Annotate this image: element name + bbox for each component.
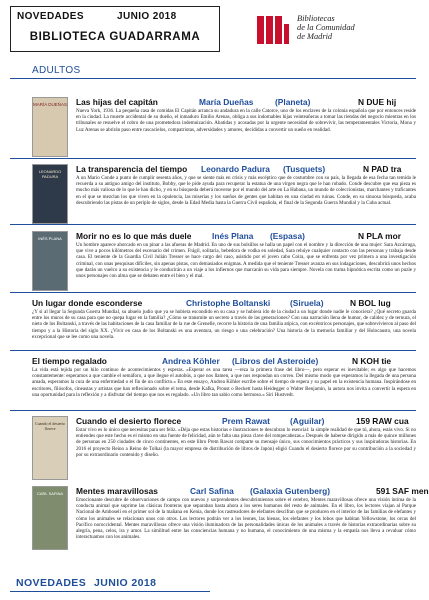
book-synopsis: La vida está tejida por un hilo continuo de acontecimientos y esperas. «Esperar es una tarea —reza la primera frase del libro—, pero esperar es inevitable; es algo que hacemos constantemente: esperamos a que cambie el semáforo, a que llegue el autobús, a que nos llamen, a que nos respondan un correo. Del mismo modo que esperamos la llegada de una persona amada, esperamos la cura de una enfermedad o el fin de un conflicto.» En este ensayo, Andrea Köhler escribe sobre el tiempo de espera y su papel en la existencia humana. Inspirándose en escritores, filósofos, cineastas y artistas que han reflexionado sobre el tema, desde Kafka, Proust o Beckett hasta Heidegger o Walter Benjamin, la autora nos invita a convertir la espera en una oportunidad para la reflexión y a disfrutar del tiempo que nos es regalado. «Un libro tan sabio como hermoso.» Siri Hustvedt.: [32, 367, 416, 398]
book-entry: [10, 298, 416, 350]
book-author: Andrea Köhler: [162, 356, 220, 366]
library-logo: [257, 14, 417, 50]
book-publisher: (Aguilar): [290, 416, 325, 426]
book-synopsis: Un hombre aparece ahorcado en un pinar a las afueras de Madrid. En uno de sus bolsillos se halla un papel con el nombre y la dirección de una mujer: Sara Azcárraga, que vive a pocos kilómetros del escenario del crimen. Frágil, solitaria, bebedora de vodka en soledad, Sara rehúye cualquier contacto con las personas y trabaja desde casa. El teniente de la Guardia Civil Julián Tresser se hace cargo del caso, asistido por el joven cabo Coira, que se enfrenta por vez primera a una investigación criminal, con unas pesquisas difíciles, sin apenas pistas, con demasiados enigmas. A medida que el teniente Tresser avanza en sus indagaciones, descubrirá unos hechos que darán un vuelco a su existencia y le conducirán a un viaje a los infiernos que marcarán su vida para siempre. Novela con trama hipnótica escrita como un puzle y unos personajes con alma que se debaten entre el bien y el mal.: [76, 242, 416, 280]
book-author: Prem Rawat: [222, 416, 270, 426]
book-signature: 591 SAF men: [376, 486, 429, 496]
book-publisher: (Espasa): [270, 231, 305, 241]
entry-divider: [10, 158, 416, 159]
book-cover: MARÍA DUEÑAS: [32, 97, 68, 157]
book-title: Morir no es lo que más duele: [76, 231, 192, 241]
book-title: La transparencia del tiempo: [76, 164, 188, 174]
book-title: Un lugar donde esconderse: [32, 298, 143, 308]
book-author: Leonardo Padura: [201, 164, 270, 174]
book-synopsis: ¿Y si al llegar la Segunda Guerra Mundial, su abuelo judío que ya se hubiera escondido en su casa y se hubiera ido de la ciudad a un lugar donde nadie le conociera? ¿Qué secreto guarda entre los muros de su casa para que no quepa lugar en la familia? ¿Cómo se transmite un secreto a través de las generaciones? Con una narración llena de humor, de calidez y de ternura, el nieto de los Boltanski, a través de las habitaciones de la casa familiar de la rue de Grenelle, recorre la historia de una familia atípica, con excéntricos personajes, que sobrevivieron al paso del tiempo y a la Historia del siglo XX. ¿Vivir en casa de los Boltanski es una aventura, un riesgo o una celebración? Una historia de la memoria familiar y del Holocausto, una novela excepcional que se lee como una novela.: [32, 309, 416, 340]
footer-divider: [10, 591, 210, 592]
section-title: ADULTOS: [32, 65, 81, 76]
book-signature: N KOH tie: [352, 356, 392, 366]
header-library-name: BIBLIOTECA GUADARRAMA: [29, 31, 201, 43]
entry-divider: [10, 350, 416, 351]
book-publisher: (Tusquets): [283, 164, 326, 174]
book-author: Christophe Boltanski: [186, 298, 271, 308]
book-synopsis: A un Mario Conde a punto de cumplir sesenta años, y que se siente más en crisis y más escéptico que de costumbre con su país, la llegada de esa fecha tan temida le recuerda a su antiguo amigo del instituto, Bobby, que le pide ayuda para recuperar la estatua de una virgen negra que le han robado. Conde descubre que esa pieza es mucho más valiosa de lo que le han dicho, y en su búsqueda deberá moverse por el mundo del arte en La Habana, un mundo de coleccionistas, marchantes y traficantes en el que se mezclan los que viven en la opulencia, las miserias y los sueños de gentes que habitan en una ciudad en ruinas. Conde, en su sinuosa búsqueda, acaba descubriendo las pistas de un periplo de siglos, desde la Edad Media hasta la Guerra Civil española, el final de la Segunda Guerra Mundial y la Cuba actual.: [76, 175, 416, 206]
book-publisher: (Galaxia Gutenberg): [250, 486, 331, 496]
header-top-row: [17, 11, 177, 22]
book-title: Las hijas del capitán: [76, 97, 158, 107]
book-cover: INÉS PLANA: [32, 231, 68, 291]
book-signature: 159 RAW cua: [356, 416, 409, 426]
header-box: [10, 6, 220, 52]
book-title: Mentes maravillosas: [76, 486, 158, 496]
book-synopsis: Nueva York, 1936. La pequeña casa de comidas El Capitán arranca su andadura en la calle Catorce, uno de los enclaves de la colonia española que por entonces reside en la ciudad. La muerte accidental de su dueño, el inmaduro Emilio Arenas, obliga a sus indomables hijas veinteañeras a tomar las riendas del negocio mientras en los tribunales se resuelve el cobro de una prometedora indemnización. Abatidas y acosadas por la urgente necesidad de sobrevivir, las temperamentales Victoria, Mona y Luz Arenas se abrirán paso entre rascacielos, compatriotas, adversidades y amores, decididas a convertir un sueño en realidad.: [76, 108, 416, 133]
book-cover: CARL SAFINA: [32, 486, 68, 550]
book-cover: Cuando el desierto florece: [32, 416, 68, 480]
book-title: Cuando el desierto florece: [76, 416, 182, 426]
book-entry: [10, 356, 416, 408]
header-novedades: NOVEDADES: [17, 11, 84, 22]
book-synopsis: Estar vivo es lo único que necesitas para ser feliz. «Déja que estas historias e ilustraciones te descubran lo esencial: la simple realidad de que tú, ahora, estás vivo. Si no entiendes que este hecho es el mismo en una fuente de felicidad, aún te falta una pieza clave del rompecabezas.» Después de haberse dirigido a más de quince millones de personas en 250 ciudades de cinco continentes, en este libro Prem Rawat comparte su mensaje único, sus conocimientos prácticos y sus inspiradoras historias. En 2016 el proyecto Reino a Reino de Tolkai (la mayor empresa de distribución de libros de Japón) eligió Cuando el desierto florece por su contribución a la sociedad y por su extraordinario contenido y diseño.: [76, 427, 416, 458]
footer-month: JUNIO 2018: [94, 577, 157, 589]
logo-text: Bibliotecas de la Comunidad de Madrid: [297, 14, 355, 42]
header-month: JUNIO 2018: [117, 11, 177, 22]
entry-divider: [10, 292, 416, 293]
book-cover: LEONARDO PADURA: [32, 164, 68, 224]
book-title: El tiempo regalado: [32, 356, 107, 366]
book-entry: [10, 97, 416, 157]
logo-mark-icon: [257, 16, 291, 46]
book-publisher: (Siruela): [290, 298, 324, 308]
book-author: Inés Plana: [212, 231, 254, 241]
entry-divider: [10, 410, 416, 411]
book-synopsis: Emocionante descubre de observaciones de campo con nuevos y sorprendentes descubrimientos sobre el cerebro, Mentes maravillosas ofrece una visión íntima de la conducta animal que suprime las clásicas fronteras que separaban hasta ahora a los seres humanos del resto de animales. En el libro, los lectores viajan al Parque Nacional de Amboseli en el primer sol de la mañana en Kenia, donde los rastreadores de elefantes descifran que se producen en el interior de las familias de elefantes y cómo los animales se relacionan unos con otros. Los lectores podrán ver a los leones, las hienas, los elefantes y los lobos que habitan Yellowstone, los orcas del Pacífico noroccidental. Mentes maravillosas ofrece una visión iluminadora de las personalidades únicas de los animales a través de historias extraordinarias sobre su alegría, pena, celos, ira y amor. La similitud entre las consciencias humana y no humana, el conocimiento de una misma y la empatía nos lleva a revaluar cómo interactuamos con los animales.: [76, 497, 416, 541]
book-entry: [10, 416, 416, 482]
section-divider: [10, 78, 416, 79]
book-publisher: (Planeta): [275, 97, 311, 107]
book-signature: N DUE hij: [358, 97, 397, 107]
footer: [10, 572, 210, 592]
book-signature: N PLA mor: [358, 231, 401, 241]
book-signature: N PAD tra: [363, 164, 402, 174]
footer-novedades: NOVEDADES: [16, 577, 87, 589]
book-author: María Dueñas: [199, 97, 254, 107]
book-entry: [10, 231, 416, 291]
book-publisher: (Libros del Asteroide): [232, 356, 319, 366]
section-header: [10, 62, 416, 80]
book-author: Carl Safina: [190, 486, 234, 496]
entry-divider: [10, 224, 416, 225]
book-entry: [10, 486, 429, 566]
book-signature: N BOL lug: [350, 298, 391, 308]
book-entry: [10, 164, 416, 222]
